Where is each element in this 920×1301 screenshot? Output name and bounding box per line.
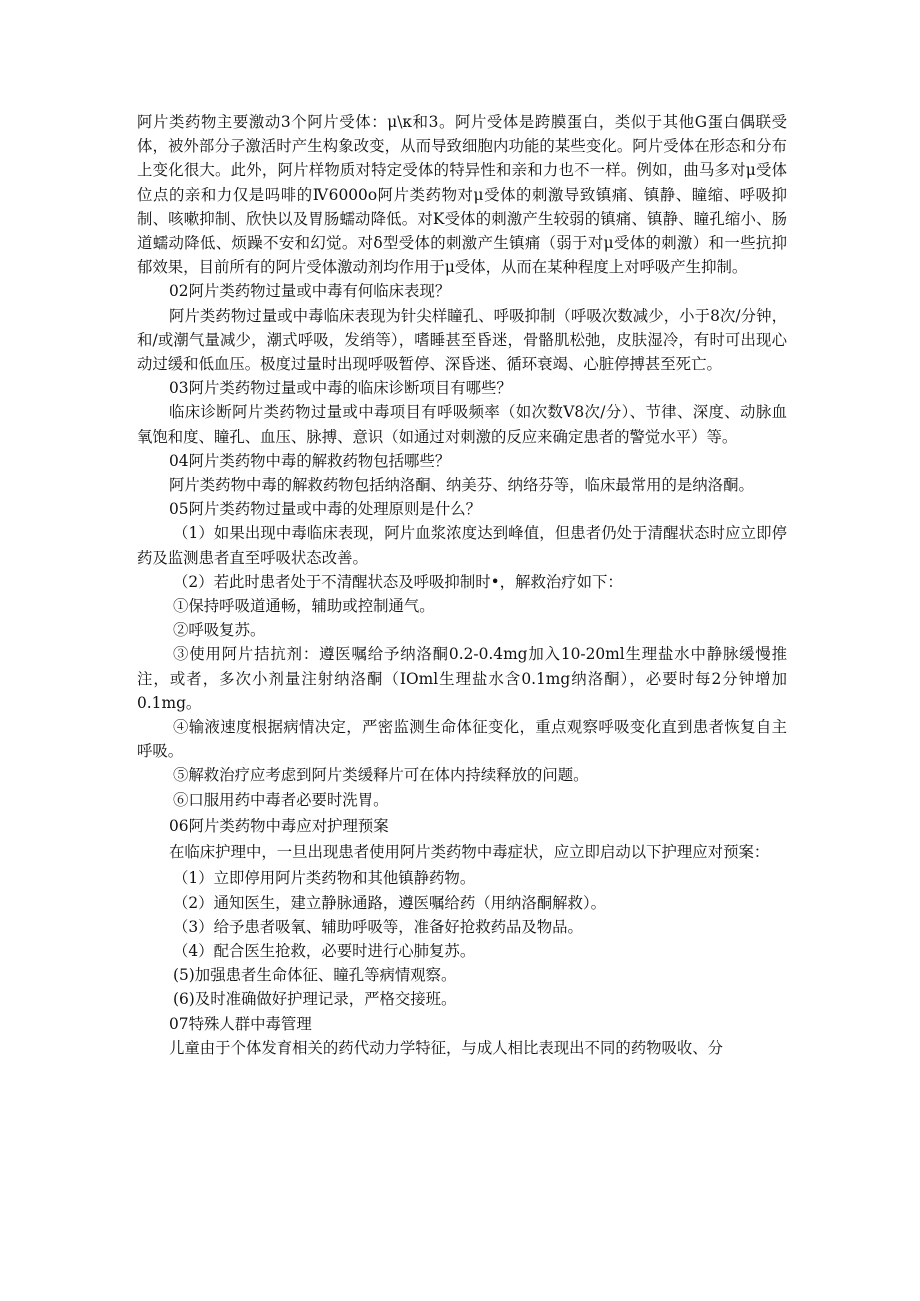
nursing-step-2: （2）通知医生，建立静脉通路，遵医嘱给药（用纳洛酮解救）。 <box>173 893 607 912</box>
section-05-heading: 05阿片类药物过量或中毒的处理原则是什么？ <box>169 500 482 519</box>
section-03-heading: 03阿片类药物过量或中毒的临床诊断项目有哪些？ <box>169 379 512 398</box>
section-02-heading: 02阿片类药物过量或中毒有何临床表现？ <box>169 282 451 301</box>
nursing-step-1: （1）立即停用阿片类药物和其他镇静药物。 <box>173 869 476 888</box>
nursing-step-3: （3）给予患者吸氧、辅助呼吸等，准备好抢救药品及物品。 <box>173 917 583 936</box>
section-04-heading: 04阿片类药物中毒的解救药物包括哪些？ <box>169 451 451 470</box>
rescue-step-3: ③使用阿片拮抗剂：遵医嘱给予纳洛酮0.2-0.4mg加入10-20ml生理盐水中静脉缓慢推注，或者，多次小剂量注射纳洛酮（IOml生理盐水含0.1mg纳洛酮），必要时每2分钟增加0.1mg。 <box>137 645 787 712</box>
section-05-principle-1: （1）如果出现中毒临床表现，阿片血浆浓度达到峰值，但患者仍处于清醒状态时应立即停药及监测患者直至呼吸状态改善。 <box>137 524 787 567</box>
section-04-body: 阿片类药物中毒的解救药物包括纳洛酮、纳美芬、纳络芬等，临床最常用的是纳洛酮。 <box>169 476 754 495</box>
nursing-step-6: (6)及时准确做好护理记录，严格交接班。 <box>173 990 457 1009</box>
intro-paragraph: 阿片类药物主要激动3个阿片受体：μ\κ和3。阿片受体是跨膜蛋白，类似于其他G蛋白偶联受体，被外部分子激活时产生构象改变，从而导致细胞内功能的某些变化。阿片受体在形态和分布上变化很大。此外，阿片样物质对特定受体的特异性和亲和力也不一样。例如，曲马多对μ受体位点的亲和力仅是吗啡的Ⅳ6000o阿片类药物对μ受体的刺激导致镇痛、镇静、瞳缩、呼吸抑制、咳嗽抑制、欣快以及胃肠蠕动降低。对K受体的刺激产生较弱的镇痛、镇静、瞳孔缩小、肠道蠕动降低、烦躁不安和幻觉。对δ型受体的刺激产生镇痛（弱于对μ受体的刺激）和一些抗抑郁效果，目前所有的阿片受体激动剂均作用于μ受体，从而在某种程度上对呼吸产生抑制。 <box>137 113 787 277</box>
rescue-step-4: ④输液速度根据病情决定，严密监测生命体征变化，重点观察呼吸变化直到患者恢复自主呼吸。 <box>137 718 787 761</box>
section-06-heading: 06阿片类药物中毒应对护理预案 <box>169 816 389 835</box>
section-02-body: 阿片类药物过量或中毒临床表现为针尖样瞳孔、呼吸抑制（呼吸次数减少，小于8次/分钟，和/或潮气量减少，潮式呼吸，发绡等），嗜睡甚至昏迷，骨骼肌松弛，皮肤湿冷，有时可出现心动过缓和低血压。极度过量时出现呼吸暂停、深昏迷、循环衰竭、心脏停搏甚至死亡。 <box>137 306 787 374</box>
nursing-step-4: （4）配合医生抢救，必要时进行心肺复苏。 <box>173 941 476 960</box>
rescue-step-2: ②呼吸复苏。 <box>173 621 266 640</box>
rescue-step-6: ⑥口服用药中毒者必要时洗胃。 <box>173 790 389 809</box>
section-03-body: 临床诊断阿片类药物过量或中毒项目有呼吸频率（如次数V8次/分）、节律、深度、动脉血氧饱和度、瞳孔、血压、脉搏、意识（如通过对刺激的反应来确定患者的警觉水平）等。 <box>137 403 787 446</box>
section-06-body: 在临床护理中，一旦出现患者使用阿片类药物中毒症状，应立即启动以下护理应对预案： <box>169 843 770 862</box>
section-07-heading: 07特殊人群中毒管理 <box>169 1014 312 1033</box>
rescue-step-1: ①保持呼吸道通畅，辅助或控制通气。 <box>173 597 435 616</box>
section-05-principle-2: （2）若此时患者处于不清醒状态及呼吸抑制时•，解救治疗如下： <box>173 572 623 591</box>
rescue-step-5: ⑤解救治疗应考虑到阿片类缓释片可在体内持续释放的问题。 <box>173 766 589 785</box>
nursing-step-5: (5)加强患者生命体征、瞳孔等病情观察。 <box>173 966 457 985</box>
document-page <box>137 110 787 1060</box>
section-07-body: 儿童由于个体发育相关的药代动力学特征，与成人相比表现出不同的药物吸收、分 <box>169 1038 724 1057</box>
